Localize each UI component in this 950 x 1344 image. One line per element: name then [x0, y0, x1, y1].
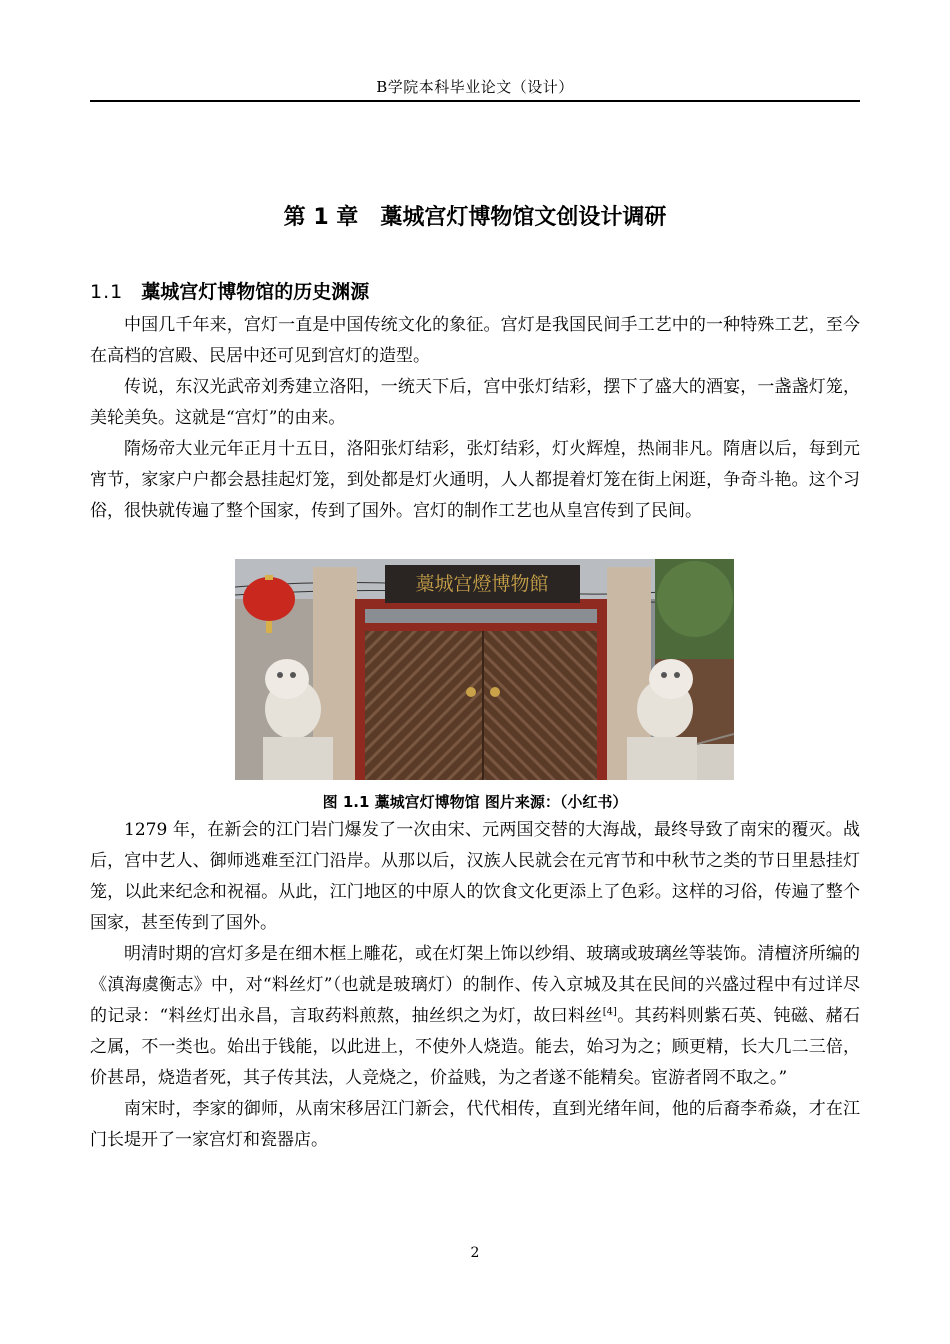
museum-sign: 藁城宫燈博物館	[415, 573, 549, 595]
museum-gate-illustration	[235, 559, 734, 780]
running-header: B学院本科毕业论文（设计）	[376, 78, 574, 96]
body-text-top	[90, 310, 860, 527]
section-title: 藁城宫灯博物馆的历史渊源	[141, 281, 370, 303]
chapter-number: 第 1 章	[283, 205, 359, 230]
paragraph-text: 明清时期的宫灯多是在细木框上雕花，或在灯架上饰以纱绢、玻璃或玻璃丝等装饰。清檀济所编的《滇海虞衡志》中，对“料丝灯”（也就是玻璃灯）的制作、传入京城及其在民间的兴盛过程中有过详尽的记录：“料丝灯出永昌，言取药料煎熬，抽丝织之为灯，故曰料丝	[90, 944, 860, 1026]
section-heading	[90, 277, 369, 304]
section-number: 1.1	[90, 281, 124, 303]
museum-gate-photo	[235, 559, 734, 780]
paragraph: 中国几千年来，宫灯一直是中国传统文化的象征。宫灯是我国民间手工艺中的一种特殊工艺，至今在高档的宫殿、民居中还可见到宫灯的造型。	[90, 315, 860, 366]
body-text-bottom	[90, 815, 860, 1156]
paragraph: 1279 年，在新会的江门岩门爆发了一次由宋、元两国交替的大海战，最终导致了南宋的覆灭。战后，宫中艺人、御师逃难至江门沿岸。从那以后，汉族人民就会在元宵节和中秋节之类的节日里悬挂灯笼，以此来纪念和祝福。从此，江门地区的中原人的饮食文化更添上了色彩。这样的习俗，传遍了整个国家，甚至传到了国外。	[90, 820, 860, 933]
citation-reference[interactable]: [4]	[602, 1006, 617, 1018]
chapter-title: 藁城宫灯博物馆文创设计调研	[380, 205, 667, 230]
figure-caption: 图 1.1 藁城宫灯博物馆 图片来源：（小红书）	[322, 793, 628, 811]
paragraph-text: 。其药料则紫石英、钝磁、赭石之属，不一类也。始出于钱能，以此进上，不使外人烧造。能去，始习为之；顾更精，长大几二三倍，价甚昂，烧造者死，其子传其法，人竞烧之，价益贱，为之者遂不能精矣。宦游者罔不取之。”	[90, 1006, 860, 1088]
chapter-heading	[90, 200, 860, 231]
paragraph	[90, 939, 860, 1094]
paragraph: 南宋时，李家的御师，从南宋移居江门新会，代代相传，直到光绪年间，他的后裔李希焱，才在江门长堤开了一家宫灯和瓷器店。	[90, 1099, 860, 1150]
header-rule	[90, 100, 860, 102]
paragraph: 隋炀帝大业元年正月十五日，洛阳张灯结彩，张灯结彩，灯火辉煌，热闹非凡。隋唐以后，每到元宵节，家家户户都会悬挂起灯笼，到处都是灯火通明，人人都提着灯笼在街上闲逛，争奇斗艳。这个习俗，很快就传遍了整个国家，传到了国外。宫灯的制作工艺也从皇宫传到了民间。	[90, 439, 860, 521]
paragraph: 传说，东汉光武帝刘秀建立洛阳，一统天下后，宫中张灯结彩，摆下了盛大的酒宴，一盏盏灯笼，美轮美奂。这就是“宫灯”的由来。	[90, 377, 860, 428]
page-number: 2	[470, 1245, 480, 1261]
